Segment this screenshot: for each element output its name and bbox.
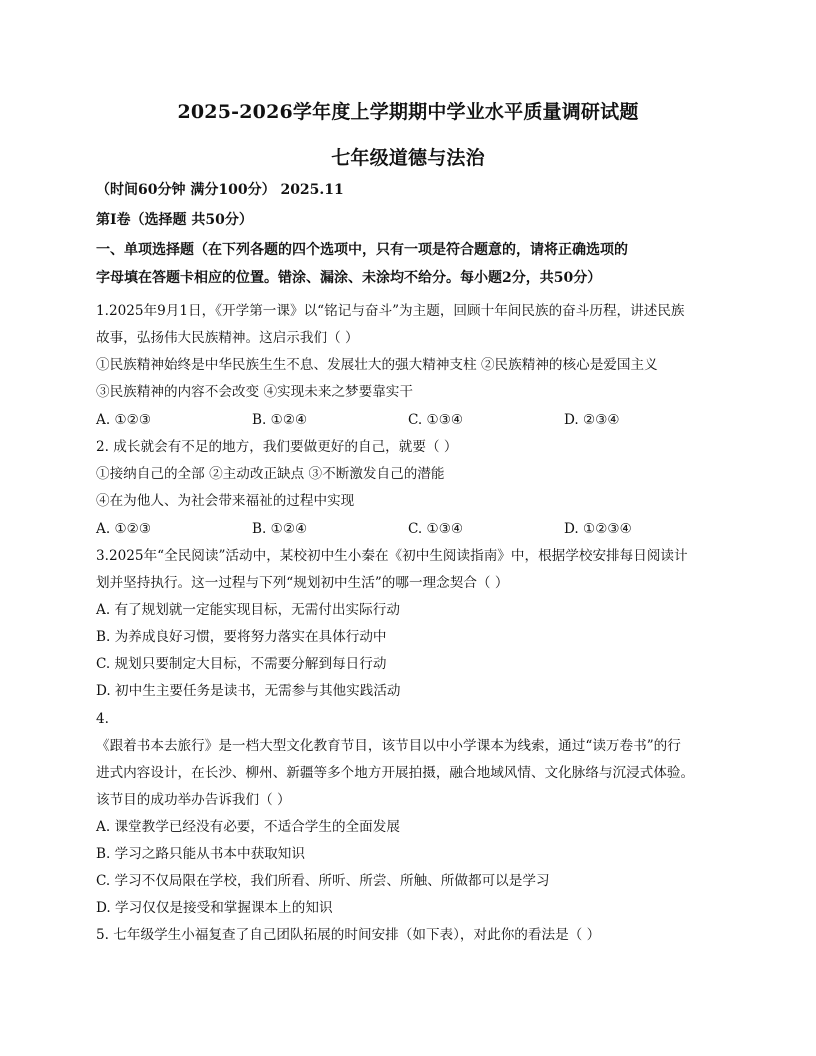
q1-option-c: C. ①③④ [408, 412, 464, 428]
q3-option-a: A. 有了规划就一定能实现目标，无需付出实际行动 [96, 602, 400, 618]
section-instruction-line1: 一、单项选择题（在下列各题的四个选项中，只有一项是符合题意的，请将正确选项的 [96, 242, 628, 258]
q4-option-b: B. 学习之路只能从书本中获取知识 [96, 846, 305, 862]
q2-statements-line1: ①接纳自己的全部 ②主动改正缺点 ③不断激发自己的潜能 [96, 466, 445, 482]
q4-option-a: A. 课堂教学已经没有必要，不适合学生的全面发展 [96, 819, 400, 835]
q1-stem-line2: 故事，弘扬伟大民族精神。这启示我们（ ） [96, 330, 359, 346]
q5-stem: 5. 七年级学生小福复查了自己团队拓展的时间安排（如下表），对此你的看法是（ ） [96, 927, 601, 943]
q4-number: 4. [96, 711, 109, 727]
q1-option-b: B. ①②④ [252, 412, 308, 428]
q4-option-d: D. 学习仅仅是接受和掌握课本上的知识 [96, 900, 333, 916]
q2-option-d: D. ①②③④ [564, 521, 632, 537]
section-instruction-line2: 字母填在答题卡相应的位置。错涂、漏涂、未涂均不给分。每小题2分，共50分） [96, 270, 602, 286]
q2-option-c: C. ①③④ [408, 521, 464, 537]
q4-stem-line2: 进式内容设计，在长沙、柳州、新疆等多个地方开展拍摄，融合地域风情、文化脉络与沉浸式体验。 [96, 765, 695, 781]
q1-statements-line1: ①民族精神始终是中华民族生生不息、发展壮大的强大精神支柱 ②民族精神的核心是爱国主义 [96, 357, 658, 373]
q4-stem-line3: 该节目的成功举办告诉我们（ ） [96, 792, 291, 808]
q1-stem-line1: 1.2025年9月1日，《开学第一课》以“铭记与奋斗”为主题，回顾十年间民族的奋斗历程，讲述民族 [96, 303, 685, 319]
q3-option-c: C. 规划只要制定大目标，不需要分解到每日行动 [96, 656, 387, 672]
q4-stem-line1: 《跟着书本去旅行》是一档大型文化教育节目，该节目以中小学课本为线索，通过“读万卷书”的行 [96, 738, 681, 754]
q4-option-c: C. 学习不仅局限在学校，我们所看、所听、所尝、所触、所做都可以是学习 [96, 873, 550, 889]
exam-title: 2025-2026学年度上学期期中学业水平质量调研试题 [177, 101, 639, 123]
q2-option-b: B. ①②④ [252, 521, 308, 537]
q2-option-a: A. ①②③ [96, 521, 152, 537]
exam-subject: 七年级道德与法治 [331, 147, 485, 169]
q1-statements-line2: ③民族精神的内容不会改变 ④实现未来之梦要靠实干 [96, 384, 413, 400]
part-label: 第Ⅰ卷（选择题 共50分） [96, 212, 253, 228]
exam-info: （时间60分钟 满分100分） 2025.11 [96, 182, 344, 198]
q3-option-b: B. 为养成良好习惯，要将努力落实在具体行动中 [96, 629, 387, 645]
q1-option-d: D. ②③④ [564, 412, 620, 428]
q2-statements-line2: ④在为他人、为社会带来福祉的过程中实现 [96, 493, 355, 509]
q3-option-d: D. 初中生主要任务是读书，无需参与其他实践活动 [96, 683, 401, 699]
q3-stem-line1: 3.2025年“全民阅读”活动中，某校初中生小秦在《初中生阅读指南》中，根据学校安排每日阅读计 [96, 548, 688, 564]
q3-stem-line2: 划并坚持执行。这一过程与下列“规划初中生活”的哪一理念契合（ ） [96, 575, 509, 591]
q2-stem: 2. 成长就会有不足的地方，我们要做更好的自己，就要（ ） [96, 439, 458, 455]
q1-option-a: A. ①②③ [96, 412, 152, 428]
